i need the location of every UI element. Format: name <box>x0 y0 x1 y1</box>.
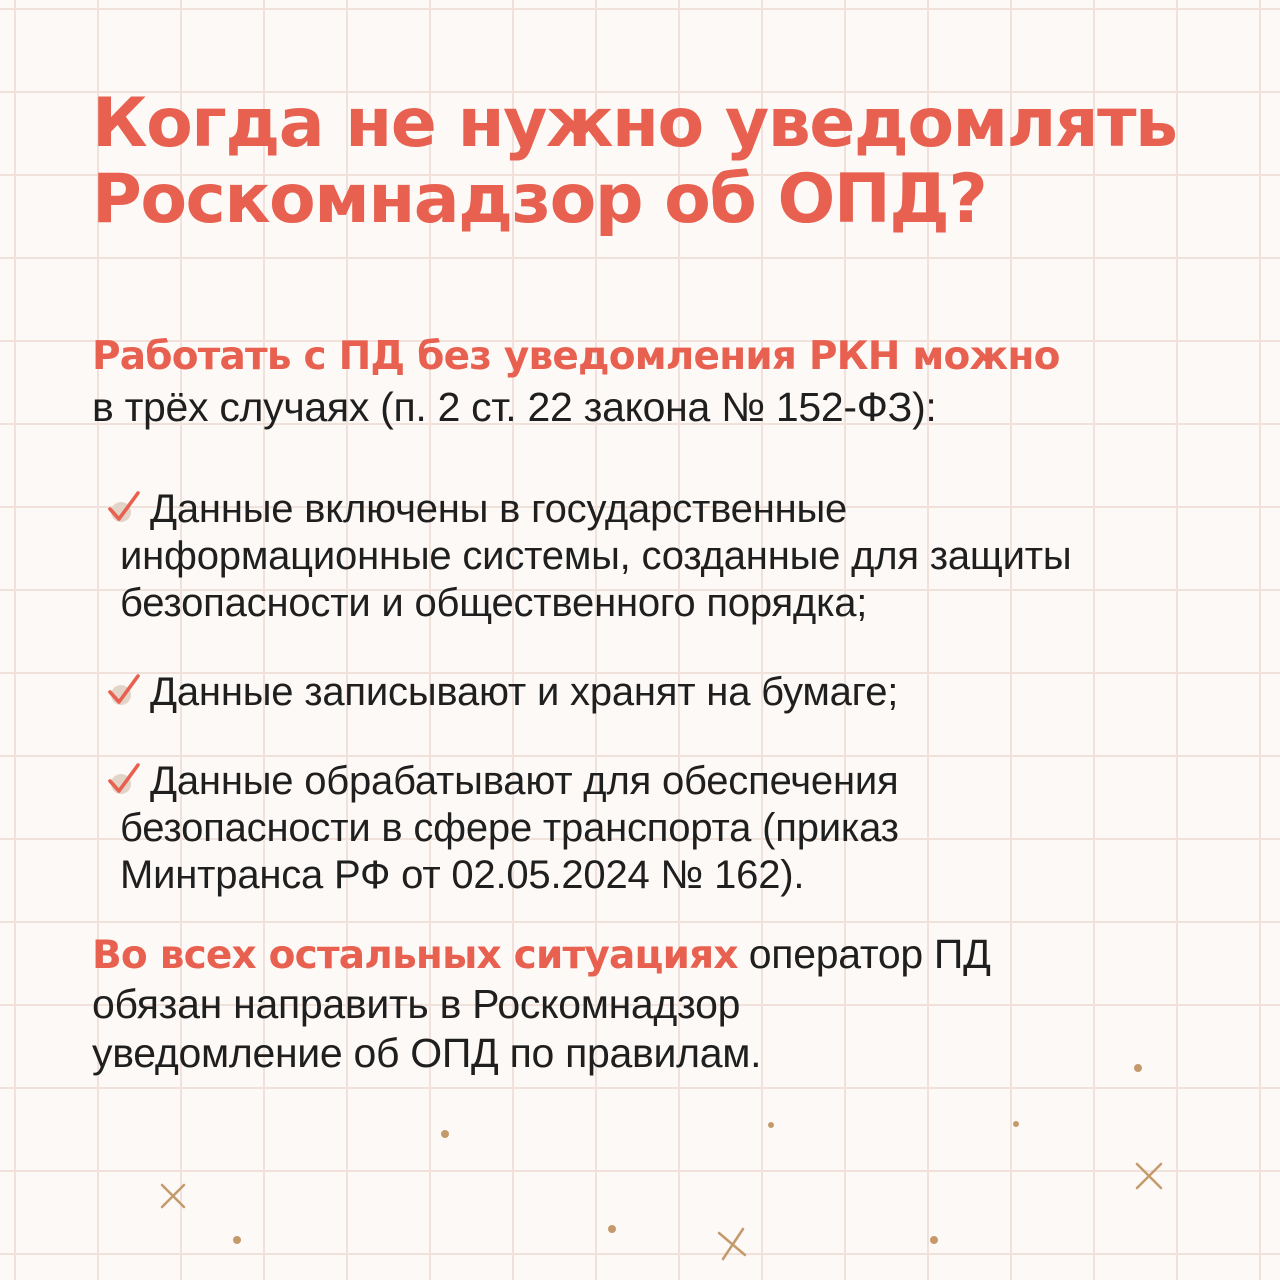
footer-text-1: оператор ПД <box>737 931 991 977</box>
intro-paragraph <box>92 332 1242 432</box>
cross-icon <box>162 1185 184 1207</box>
case-3-line-1: Данные обрабатывают для обеспечения <box>150 759 899 803</box>
case-1-line-2: информационные системы, созданные для защиты <box>120 534 1072 578</box>
dot-icon <box>930 1236 938 1244</box>
footer-line-2: обязан направить в Роскомнадзор <box>92 981 741 1027</box>
check-circle-icon <box>104 673 142 711</box>
footer-line-1 <box>92 930 1242 980</box>
case-3-line-2: безопасности в сфере транспорта (приказ <box>120 806 899 850</box>
list-item <box>104 669 1244 716</box>
check-circle-icon <box>104 490 142 528</box>
page-title <box>92 86 1212 238</box>
cases-list <box>104 486 1244 899</box>
footer-paragraph <box>92 930 1242 1078</box>
list-item <box>104 486 1244 627</box>
case-1-line-1: Данные включены в государственные <box>150 487 848 531</box>
title-line-1: Когда не нужно уведомлять <box>92 84 1177 163</box>
footer-accent-text: Во всех остальных ситуациях <box>92 933 738 978</box>
cross-icon <box>1137 1164 1161 1188</box>
footer-line-3: уведомление об ОПД по правилам. <box>92 1030 762 1076</box>
dot-icon <box>1013 1121 1019 1127</box>
case-3-line-3: Минтранса РФ от 02.05.2024 № 162). <box>120 853 805 897</box>
dot-icon <box>441 1130 449 1138</box>
list-item <box>104 758 1244 899</box>
intro-accent-text: Работать с ПД без уведомления РКН можно <box>92 334 1060 379</box>
check-circle-icon <box>104 762 142 800</box>
title-line-2: Роскомнадзор об ОПД? <box>92 160 987 239</box>
intro-text: в трёх случаях (п. 2 ст. 22 закона № 152-ФЗ): <box>92 384 937 430</box>
case-1-line-3: безопасности и общественного порядка; <box>120 581 868 625</box>
case-2-line-1: Данные записывают и хранят на бумаге; <box>150 670 899 714</box>
dot-icon <box>608 1225 616 1233</box>
dot-icon <box>233 1236 241 1244</box>
cross-icon <box>719 1229 745 1259</box>
dot-icon <box>768 1122 774 1128</box>
